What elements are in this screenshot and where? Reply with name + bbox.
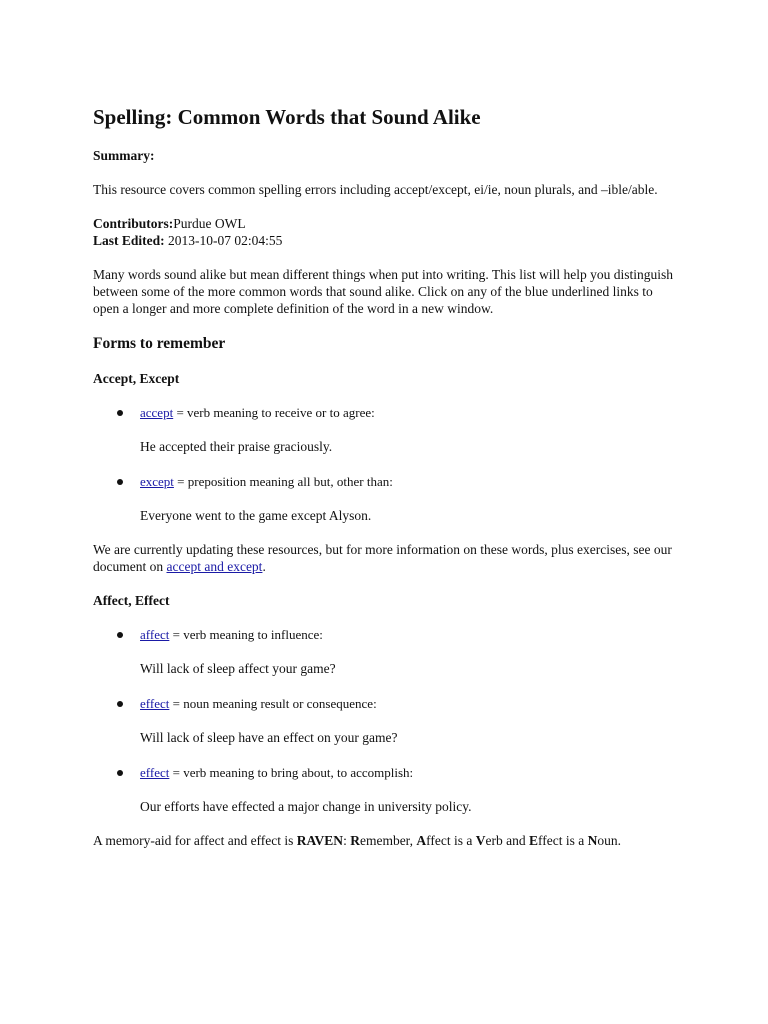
- list-item: [93, 473, 678, 524]
- example-sentence: Our efforts have effected a major change in university policy.: [140, 799, 472, 814]
- example-sentence: Will lack of sleep affect your game?: [140, 661, 336, 676]
- bullet-icon: [117, 701, 123, 707]
- contributors-label: Contributors:: [93, 216, 174, 231]
- meta-block: [93, 215, 678, 249]
- mnemonic-text: ffect is a: [538, 833, 588, 848]
- mnemonic-text: A memory-aid for affect and effect is: [93, 833, 297, 848]
- last-edited-value: 2013-10-07 02:04:55: [164, 233, 283, 248]
- definition-text: = verb meaning to influence:: [169, 627, 323, 642]
- word-link-except[interactable]: except: [140, 474, 174, 489]
- mnemonic-text: erb and: [485, 833, 529, 848]
- accept-and-except-link[interactable]: accept and except: [166, 559, 263, 574]
- definition-text: = noun meaning result or consequence:: [169, 696, 377, 711]
- mnemonic-text: emember,: [359, 833, 417, 848]
- accept-except-note: [93, 541, 678, 575]
- word-link-effect-verb[interactable]: effect: [140, 765, 170, 780]
- note-end: .: [262, 559, 266, 574]
- mnemonic-letter-v: V: [475, 833, 486, 848]
- bullet-icon: [117, 632, 123, 638]
- definition-text: = verb meaning to bring about, to accomplish:: [169, 765, 414, 780]
- definition-line: [140, 404, 678, 421]
- bullet-icon: [117, 410, 123, 416]
- list-item: [93, 695, 678, 746]
- mnemonic-paragraph: [93, 832, 678, 849]
- mnemonic-letter-n: N: [587, 833, 598, 848]
- example-sentence: He accepted their praise graciously.: [140, 439, 333, 454]
- section-heading-accept-except: Accept, Except: [93, 371, 180, 386]
- list-item: [93, 764, 678, 815]
- mnemonic-text: oun.: [597, 833, 621, 848]
- page-title: Spelling: Common Words that Sound Alike: [93, 105, 481, 129]
- accept-except-list: [93, 404, 678, 524]
- definition-text: = preposition meaning all but, other than:: [173, 474, 393, 489]
- list-item: [93, 626, 678, 677]
- contributors-line: [93, 215, 678, 232]
- definition-line: [140, 695, 678, 712]
- note-text: We are currently updating these resources, but for more information on these words, plus exercises, see our document on: [93, 542, 672, 574]
- bullet-icon: [117, 479, 123, 485]
- mnemonic-letter-a: A: [416, 833, 427, 848]
- last-edited-label: Last Edited:: [93, 233, 165, 248]
- mnemonic-letter-e: E: [528, 833, 538, 848]
- forms-heading: Forms to remember: [93, 335, 226, 352]
- last-edited-line: [93, 232, 678, 249]
- definition-line: [140, 626, 678, 643]
- example-sentence: Will lack of sleep have an effect on your game?: [140, 730, 398, 745]
- definition-line: [140, 473, 678, 490]
- mnemonic-raven: RAVEN: [296, 833, 344, 848]
- example-sentence: Everyone went to the game except Alyson.: [140, 508, 372, 523]
- summary-label-text: Summary:: [93, 148, 155, 163]
- word-link-accept[interactable]: accept: [140, 405, 174, 420]
- section-heading-affect-effect: Affect, Effect: [93, 593, 170, 608]
- intro-paragraph: Many words sound alike but mean different things when put into writing. This list will help you distinguish between some of the more common words that sound alike. Click on any of the blue underlined links to open a longer and more complete definition of the word in a new window.: [93, 267, 673, 316]
- definition-line: [140, 764, 678, 781]
- definition-text: = verb meaning to receive or to agree:: [173, 405, 375, 420]
- bullet-icon: [117, 770, 123, 776]
- mnemonic-letter-r: R: [350, 833, 360, 848]
- summary-text: This resource covers common spelling errors including accept/except, ei/ie, noun plurals, and –ible/able.: [93, 182, 658, 197]
- affect-effect-list: [93, 626, 678, 815]
- mnemonic-text: ffect is a: [426, 833, 476, 848]
- mnemonic-text: :: [343, 833, 351, 848]
- word-link-affect[interactable]: affect: [140, 627, 170, 642]
- list-item: [93, 404, 678, 455]
- word-link-effect-noun[interactable]: effect: [140, 696, 170, 711]
- contributors-value: Purdue OWL: [173, 216, 246, 231]
- summary-label: [93, 147, 678, 164]
